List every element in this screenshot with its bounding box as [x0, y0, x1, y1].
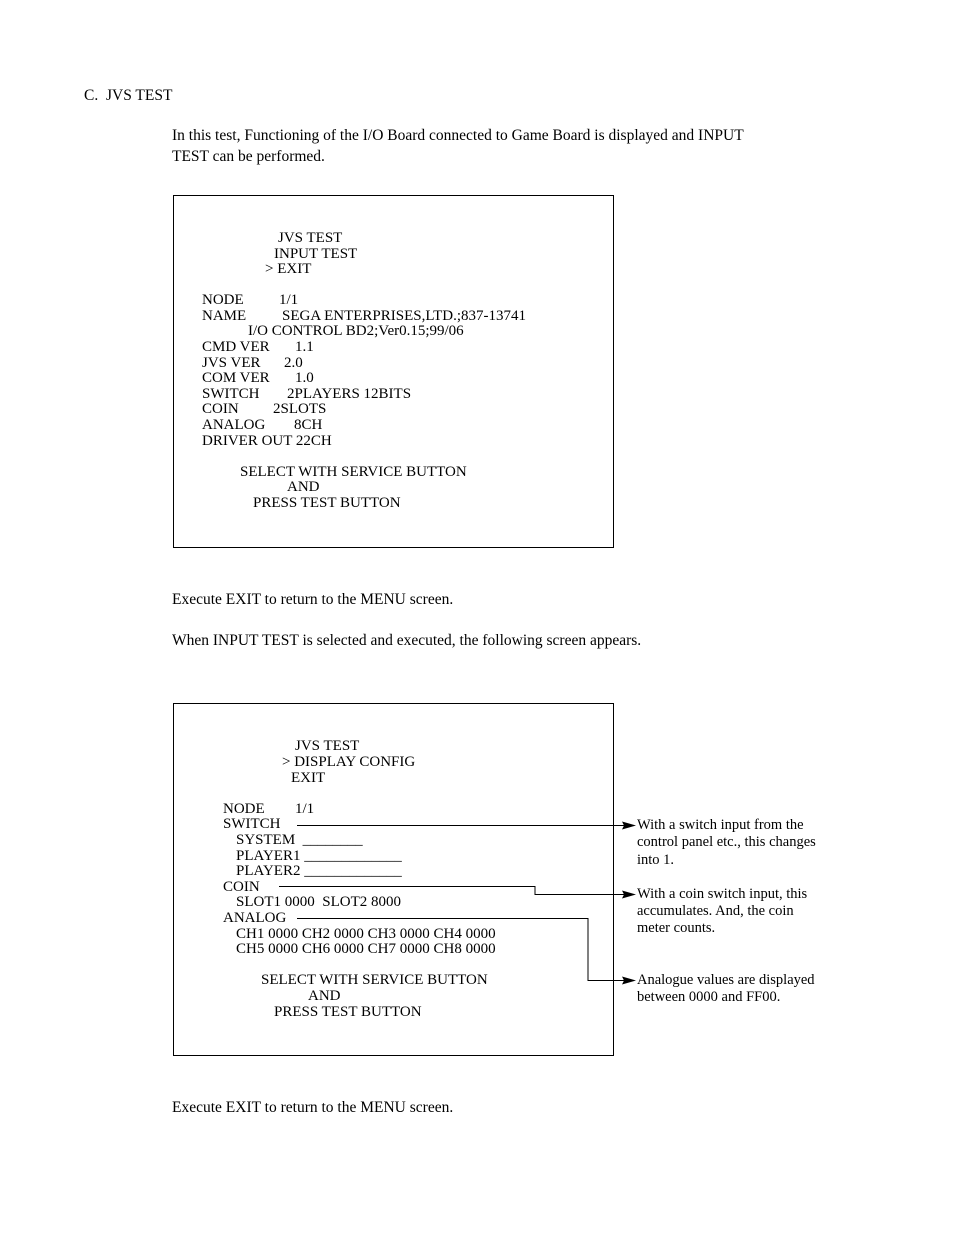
- screen1-coin-value: 2SLOTS: [273, 401, 327, 417]
- analog-callout-line: [297, 919, 624, 981]
- screen1-title: JVS TEST: [278, 230, 343, 246]
- screen2-system-row: SYSTEM ________: [236, 832, 363, 848]
- screen1-cmd-ver-value: 1.1: [295, 339, 314, 355]
- screen2-coin-label: COIN: [223, 879, 260, 895]
- screen1-analog-value: 8CH: [294, 417, 323, 433]
- screen2-instruction-press: PRESS TEST BUTTON: [274, 1004, 422, 1020]
- screen2-menu-display-config: > DISPLAY CONFIG: [282, 754, 416, 770]
- switch-callout-arrowhead: [622, 822, 636, 830]
- screen2-player1-row: PLAYER1 _____________: [236, 848, 402, 864]
- screen2-switch-label: SWITCH: [223, 816, 281, 832]
- screen1-name-value-2: I/O CONTROL BD2;Ver0.15;99/06: [248, 323, 464, 339]
- screen1-menu-exit: > EXIT: [265, 261, 312, 277]
- screen1-instruction-press: PRESS TEST BUTTON: [253, 495, 401, 511]
- section-heading: C. JVS TEST: [84, 87, 173, 104]
- screen1-menu-input-test: INPUT TEST: [274, 246, 358, 262]
- intro-line-2: TEST can be performed.: [172, 148, 325, 165]
- input-test-note: When INPUT TEST is selected and executed, the following screen appears.: [172, 632, 642, 649]
- coin-annotation-line-3: meter counts.: [637, 920, 716, 936]
- screen1-analog-label: ANALOG: [202, 417, 266, 433]
- screen1-jvs-ver-label: JVS VER: [202, 355, 261, 371]
- coin-annotation-line-1: With a coin switch input, this: [637, 886, 808, 902]
- screen2-node-value: 1/1: [295, 801, 315, 817]
- coin-callout-arrowhead: [622, 891, 636, 899]
- screen1-driver-out: DRIVER OUT 22CH: [202, 433, 332, 449]
- screen1-instruction-and: AND: [287, 479, 320, 495]
- intro-line-1: In this test, Functioning of the I/O Board connected to Game Board is displayed and INPUT: [172, 127, 744, 144]
- screen1-name-value: SEGA ENTERPRISES,LTD.;837-13741: [282, 308, 527, 324]
- screen2-instruction-select: SELECT WITH SERVICE BUTTON: [261, 972, 488, 988]
- screen1-name-label: NAME: [202, 308, 247, 324]
- screen2-ch-row-2: CH5 0000 CH6 0000 CH7 0000 CH8 0000: [236, 941, 496, 957]
- coin-annotation-line-2: accumulates. And, the coin: [637, 903, 794, 919]
- screen2-node-label: NODE: [223, 801, 265, 817]
- screen1-switch-label: SWITCH: [202, 386, 260, 402]
- screen1-cmd-ver-label: CMD VER: [202, 339, 270, 355]
- screen1-node-value: 1/1: [279, 292, 299, 308]
- screen2-title: JVS TEST: [295, 738, 360, 754]
- analog-callout-arrowhead: [622, 977, 636, 985]
- screen2-player2-row: PLAYER2 _____________: [236, 863, 402, 879]
- exit-note-1: Execute EXIT to return to the MENU screen.: [172, 591, 454, 608]
- exit-note-2: Execute EXIT to return to the MENU screen.: [172, 1099, 454, 1116]
- analog-annotation-line-1: Analogue values are displayed: [637, 972, 815, 988]
- screen2-menu-exit: EXIT: [291, 770, 326, 786]
- screen1-switch-value: 2PLAYERS 12BITS: [287, 386, 412, 402]
- screen2-analog-label: ANALOG: [223, 910, 287, 926]
- coin-callout-line: [279, 887, 624, 895]
- screen1-com-ver-value: 1.0: [295, 370, 314, 386]
- screen2-slots-row: SLOT1 0000 SLOT2 8000: [236, 894, 401, 910]
- switch-annotation-line-2: control panel etc., this changes: [637, 834, 816, 850]
- screen1-coin-label: COIN: [202, 401, 239, 417]
- analog-annotation-line-2: between 0000 and FF00.: [637, 989, 781, 1005]
- screen1-instruction-select: SELECT WITH SERVICE BUTTON: [240, 464, 467, 480]
- screen2-instruction-and: AND: [308, 988, 341, 1004]
- switch-annotation-line-3: into 1.: [637, 852, 675, 868]
- screen1-jvs-ver-value: 2.0: [284, 355, 303, 371]
- screen1-node-label: NODE: [202, 292, 244, 308]
- screen1-com-ver-label: COM VER: [202, 370, 270, 386]
- switch-annotation-line-1: With a switch input from the: [637, 817, 804, 833]
- screen2-ch-row-1: CH1 0000 CH2 0000 CH3 0000 CH4 0000: [236, 926, 496, 942]
